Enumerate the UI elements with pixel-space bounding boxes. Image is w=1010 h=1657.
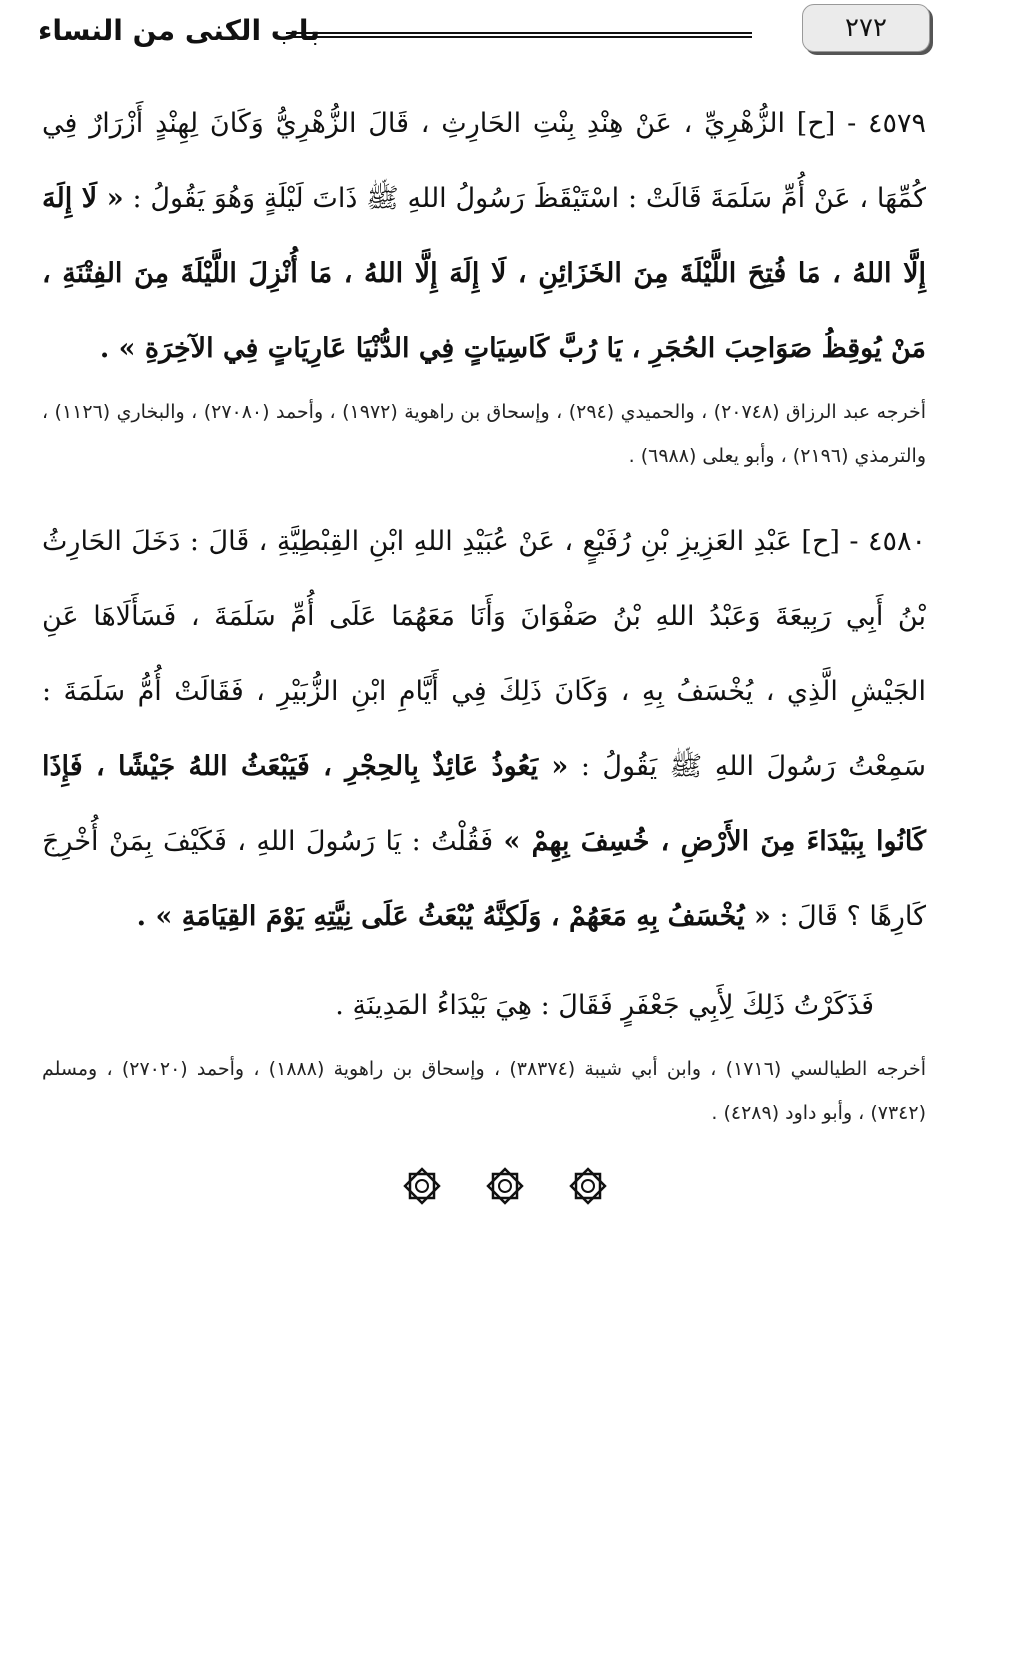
eight-point-star-icon <box>483 1164 527 1208</box>
hadith-4580-quote-1: « يَعُوذُ عَائِذٌ بِالحِجْرِ ، فَيَبْعَثُ اللهُ جَيْشًا ، فَإِذَا كَانُوا بِبَيْدَاءَ مِنَ الأَرْضِ ، خُسِفَ بِهِمْ » <box>42 751 926 857</box>
page-content <box>42 86 926 1135</box>
hadith-4579-quote: « لَا إِلَهَ إِلَّا اللهُ ، مَا فُتِحَ اللَّيْلَةَ مِنَ الخَزَائِنِ ، لَا إِلَهَ إِلَّا اللهُ ، مَا أُنْزِلَ اللَّيْلَةَ مِنَ الفِتْنَةِ ، مَنْ يُوقِظُ صَوَاحِبَ الحُجَرِ ، يَا رُبَّ كَاسِيَاتٍ فِي الدُّنْيَا عَارِيَاتٍ فِي الآخِرَةِ » . <box>42 183 926 364</box>
header-rule <box>286 32 752 38</box>
section-gap <box>42 478 926 504</box>
hadith-4580-note: فَذَكَرْتُ ذَلِكَ لِأَبِي جَعْفَرٍ فَقَالَ : هِيَ بَيْدَاءُ المَدِينَةِ . <box>335 990 874 1021</box>
end-ornaments <box>0 1164 1010 1212</box>
hadith-4580-quote-2: « يُخْسَفُ بِهِ مَعَهُمْ ، وَلَكِنَّهُ يُبْعَثُ عَلَى نِيَّتِهِ يَوْمَ القِيَامَةِ » . <box>136 901 771 932</box>
eight-point-star-icon <box>566 1164 610 1208</box>
hadith-4579-takhrij: أخرجه عبد الرزاق (٢٠٧٤٨) ، والحميدي (٢٩٤) ، وإسحاق بن راهوية (١٩٧٢) ، وأحمد (٢٧٠٨٠) ، والبخاري (١١٢٦) ، والترمذي (٢١٩٦) ، وأبو يعلى (٦٩٨٨) . <box>42 401 927 467</box>
page-header <box>38 0 930 64</box>
hadith-4580-middle: فَقُلْتُ : يَا رَسُولَ اللهِ ، فَكَيْفَ بِمَنْ أُخْرِجَ كَارِهًا ؟ قَالَ : <box>42 826 926 932</box>
chapter-title: باب الكنى من النساء <box>38 14 320 47</box>
hadith-4580-intro: ٤٥٨٠ - [ح] عَبْدِ العَزِيزِ بْنِ رُفَيْعٍ ، عَنْ عُبَيْدِ اللهِ ابْنِ القِبْطِيَّةِ ، قَالَ : دَخَلَ الحَارِثُ بْنُ أَبِي رَبِيعَةَ وَعَبْدُ اللهِ بْنُ صَفْوَانَ وَأَنَا مَعَهُمَا عَلَى أُمِّ سَلَمَةَ ، فَسَأَلَاهَا عَنِ الجَيْشِ الَّذِي ، يُخْسَفُ بِهِ ، وَكَانَ ذَلِكَ فِي أَيَّامِ ابْنِ الزُّبَيْرِ ، فَقَالَتْ أُمُّ سَلَمَةَ : سَمِعْتُ رَسُولَ اللهِ ﷺ يَقُولُ : <box>42 526 926 782</box>
hadith-4579-intro: ٤٥٧٩ - [ح] الزُّهْرِيِّ ، عَنْ هِنْدِ بِنْتِ الحَارِثِ ، قَالَ الزُّهْرِيُّ وَكَانَ لِهِنْدٍ أَزْرَارٌ فِي كُمِّهَا ، عَنْ أُمِّ سَلَمَةَ قَالَتْ : اسْتَيْقَظَ رَسُولُ اللهِ ﷺ ذَاتَ لَيْلَةٍ وَهُوَ يَقُولُ : <box>42 108 926 214</box>
page-number: ٢٧٢ <box>802 4 930 52</box>
hadith-4579 <box>42 86 926 386</box>
hadith-4580 <box>42 504 926 954</box>
eight-point-star-icon <box>400 1164 444 1208</box>
hadith-4580-takhrij: أخرجه الطيالسي (١٧١٦) ، وابن أبي شيبة (٣٨٣٧٤) ، وإسحاق بن راهوية (١٨٨٨) ، وأحمد (٢٧٠٢٠) ، ومسلم (٧٣٤٢) ، وأبو داود (٤٢٨٩) . <box>42 1058 926 1124</box>
